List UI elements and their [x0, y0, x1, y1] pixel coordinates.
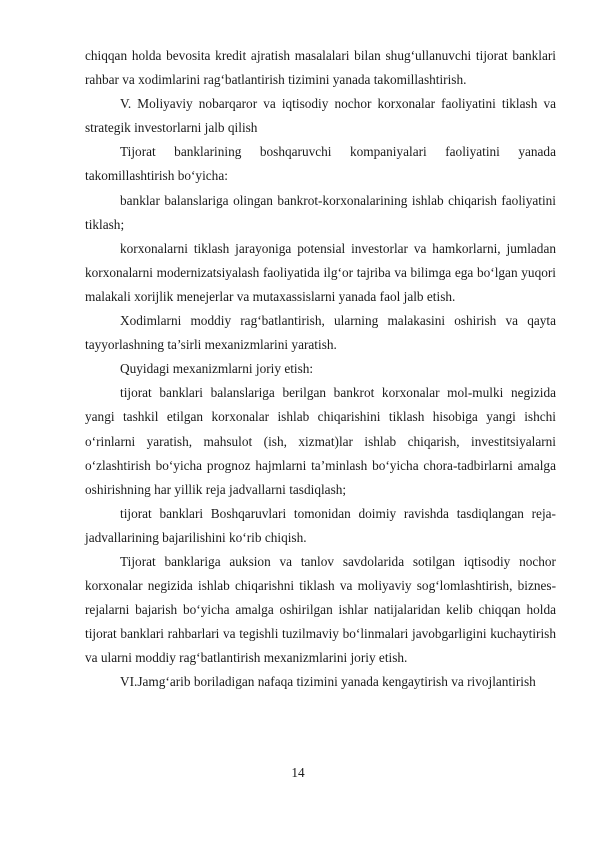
- paragraph: tijorat banklari balanslariga berilgan bankrot korxonalar mol-mulki negizida yangi tashkil etilgan korxonalar ishlab chiqarishini tiklash hisobiga yangi ishchi o‘rinlarni yaratish, mahsulot (ish, xizmat)lar ishlab chiqarish, investitsiyalarni o‘zlashtirish bo‘yicha prognoz hajmlarni ta’minlash bo‘yicha chora-tadbirlarni amalga oshirishning har yillik reja jadvallarni tasdiqlash;: [85, 385, 556, 497]
- section-heading-vi: VI.Jamg‘arib boriladigan nafaqa tizimini yanada kengaytirish va rivojlantirish: [120, 674, 536, 690]
- paragraph-continuation: chiqqan holda bevosita kredit ajratish masalalari bilan shug‘ullanuvchi tijorat banklari rahbar va xodimlarini rag‘batlantirish tizimini yanada takomillashtirish.: [85, 48, 556, 88]
- page-number: 14: [291, 765, 305, 780]
- paragraph: Tijorat banklariga auksion va tanlov savdolarida sotilgan iqtisodiy nochor korxonalar negizida ishlab chiqarishni tiklash va moliyaviy sog‘lomlashtirish, biznes-rejalarni bajarish bo‘yicha amalga oshirilgan ishlar natijalaridan kelib chiqqan holda tijorat banklari rahbarlari va tegishli tuzilmaviy bo‘linmalari javobgarligini kuchaytirish va ularni moddiy rag‘batlantirish mexanizmlarini joriy etish.: [85, 553, 556, 666]
- page-body: [85, 44, 556, 695]
- section-heading-v: V. Moliyaviy nobarqaror va iqtisodiy nochor korxonalar faoliyatini tiklash va strategik investorlarni jalb qilish: [85, 96, 556, 136]
- paragraph: banklar balanslariga olingan bankrot-korxonalarining ishlab chiqarish faoliyatini tiklash;: [85, 192, 556, 232]
- paragraph: Tijorat banklarining boshqaruvchi kompaniyalari faoliyatini yanada takomillashtirish bo‘yicha:: [85, 144, 556, 184]
- paragraph: Xodimlarni moddiy rag‘batlantirish, ularning malakasini oshirish va qayta tayyorlashning ta’sirli mexanizmlarini yaratish.: [85, 313, 556, 353]
- paragraph: korxonalarni tiklash jarayoniga potensial investorlar va hamkorlarni, jumladan korxonalarni modernizatsiyalash faoliyatida ilg‘or tajriba va bilimga ega bo‘lgan yuqori malakali xorijlik menejerlar va mutaxassislarni yanada faol jalb etish.: [85, 240, 556, 304]
- paragraph: tijorat banklari Boshqaruvlari tomonidan doimiy ravishda tasdiqlangan reja-jadvallarining bajarilishini ko‘rib chiqish.: [85, 505, 556, 545]
- paragraph: Quyidagi mexanizmlarni joriy etish:: [120, 361, 314, 377]
